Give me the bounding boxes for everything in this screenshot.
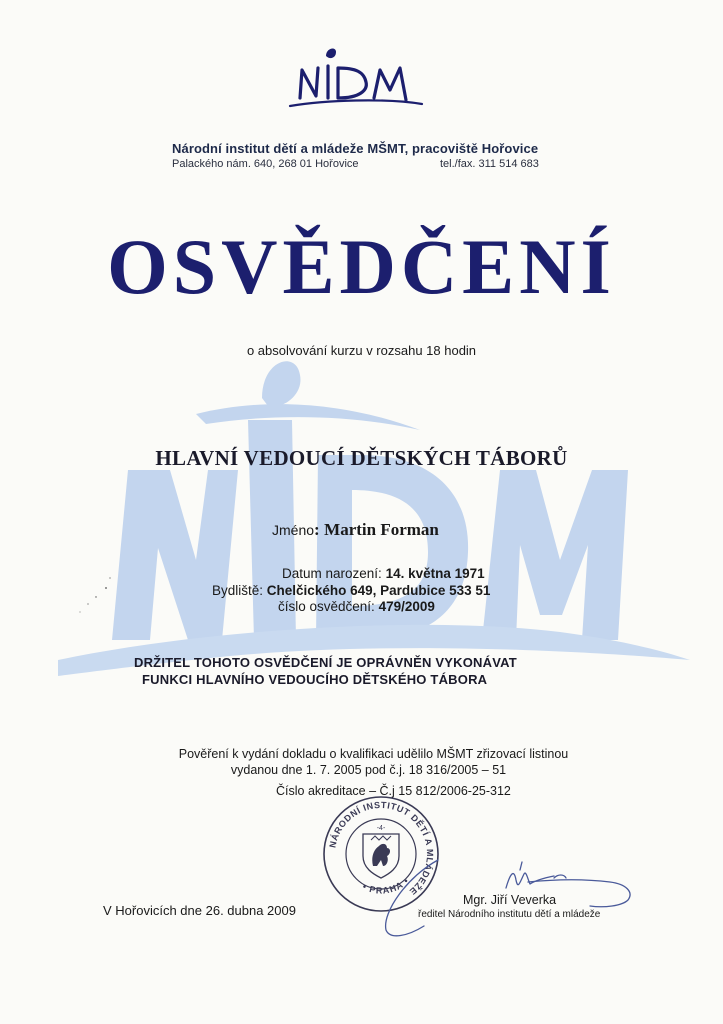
course-name: HLAVNÍ VEDOUCÍ DĚTSKÝCH TÁBORŮ (155, 446, 568, 470)
residence-row (212, 583, 490, 598)
authorization-text (0, 746, 723, 778)
cert-number-value: 479/2009 (378, 599, 435, 614)
nidm-logo (286, 40, 426, 120)
svg-text:• PRAHA •: • PRAHA • (360, 875, 412, 896)
institute-phone: tel./fax. 311 514 683 (440, 158, 539, 170)
entitlement-line-2: FUNKCI HLAVNÍHO VEDOUCÍHO DĚTSKÉHO TÁBORA (142, 672, 488, 687)
date-of-birth-row (282, 566, 485, 581)
institute-address: Palackého nám. 640, 268 01 Hořovice (172, 158, 359, 170)
residence-label: Bydliště: (212, 583, 264, 598)
cert-number-label: číslo osvědčení: (278, 599, 375, 614)
authorization-line-2: vydanou dne 1. 7. 2005 pod č.j. 18 316/2005 – 51 (230, 763, 507, 777)
institute-name: Národní institut dětí a mládeže MŠMT, pracoviště Hořovice (172, 141, 539, 156)
authorization-line-1: Pověření k vydání dokladu o kvalifikaci udělilo MŠMT zřizovací listinou (178, 747, 569, 761)
holder-name: Martin Forman (324, 520, 439, 539)
holder-name-row (272, 520, 439, 540)
name-label: Jméno (272, 522, 315, 538)
certificate-title: OSVĚDČENÍ (107, 223, 616, 310)
accreditation-number: Číslo akreditace – Č.j 15 812/2006-25-312 (276, 784, 511, 798)
svg-text:NÁRODNÍ INSTITUT DĚTÍ A MLÁDEŽ: NÁRODNÍ INSTITUT DĚTÍ A MLÁDEŽE (327, 799, 436, 898)
dob-label: Datum narození: (282, 566, 382, 581)
residence-value: Chelčického 649, Pardubice 533 51 (266, 583, 491, 598)
course-scope: o absolvování kurzu v rozsahu 18 hodin (246, 343, 477, 358)
signatory-name: Mgr. Jiří Veverka (463, 893, 557, 907)
place-and-date: V Hořovicích dne 26. dubna 2009 (103, 903, 296, 918)
dob-value: 14. května 1971 (385, 566, 485, 581)
entitlement-line-1: DRŽITEL TOHOTO OSVĚDČENÍ JE OPRÁVNĚN VYKONÁVAT (134, 655, 517, 670)
name-colon: : (314, 520, 320, 539)
svg-text:-4-: -4- (376, 825, 386, 832)
entitlement-statement (134, 654, 517, 688)
certificate-number-row (278, 599, 435, 614)
signatory-role: ředitel Národního institutu dětí a mládeže (418, 909, 601, 920)
